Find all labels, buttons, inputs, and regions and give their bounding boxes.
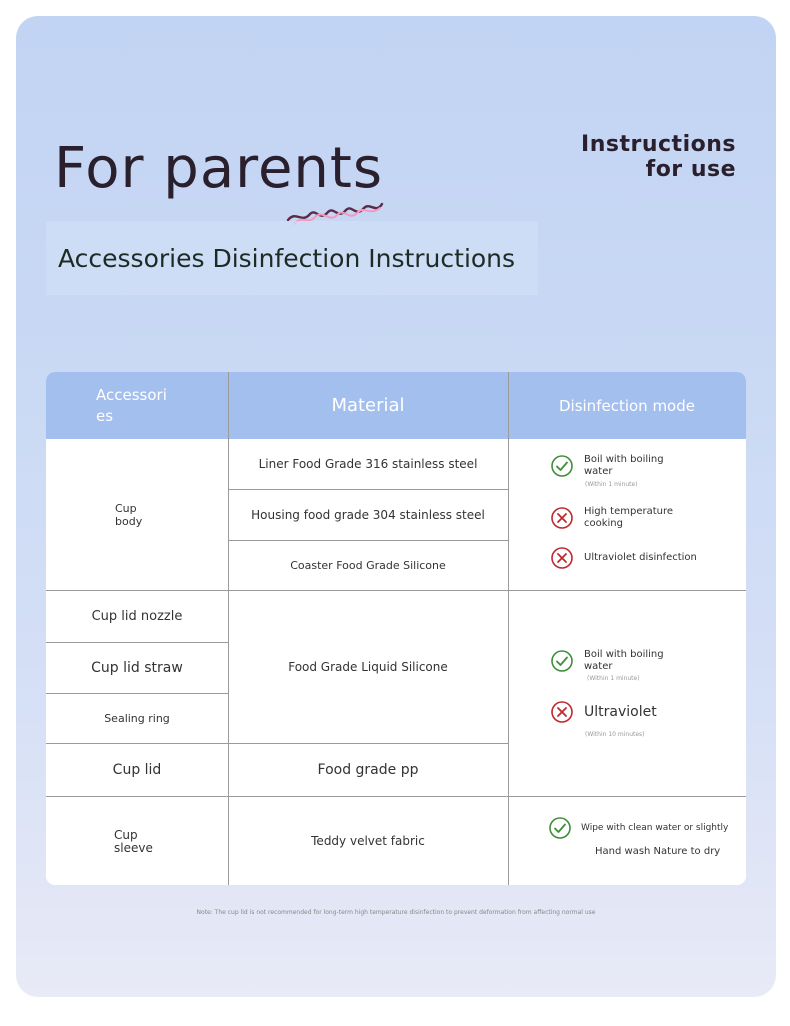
- page-title: For parents: [54, 136, 384, 201]
- cross-icon: [550, 700, 574, 724]
- mode-boil-silicone-line-2: water: [584, 661, 613, 672]
- accessory-cup-body-line-2: body: [115, 515, 143, 528]
- page-card: [16, 16, 776, 997]
- mode-wipe-line-2: Hand wash Nature to dry: [595, 846, 721, 857]
- mode-high-temp: [550, 506, 673, 530]
- accessory-sealing-ring: Sealing ring: [104, 711, 170, 725]
- header-accessories-line-1: Accessori: [96, 385, 167, 404]
- side-title-line-1: Instructions: [581, 132, 736, 157]
- mode-ultraviolet-silicone-note: (Within 10 minutes): [585, 731, 645, 738]
- mode-boil-line-2: water: [584, 466, 613, 477]
- mode-ultraviolet-cup-body: [550, 546, 697, 570]
- mode-ultraviolet-silicone-label: Ultraviolet: [584, 704, 657, 720]
- material-liner: Liner Food Grade 316 stainless steel: [258, 457, 478, 471]
- mode-boil-line-1: Boil with boiling: [584, 454, 664, 465]
- accessory-cup-lid-nozzle: Cup lid nozzle: [91, 608, 183, 624]
- material-food-grade-pp: Food grade pp: [317, 761, 419, 778]
- material-teddy-velvet: Teddy velvet fabric: [311, 833, 425, 848]
- mode-boil-note: (Within 1 minute): [585, 481, 638, 488]
- material-coaster: Coaster Food Grade Silicone: [290, 558, 446, 572]
- mode-high-temp-line-1: High temperature: [584, 506, 674, 517]
- check-icon: [548, 816, 572, 840]
- column-divider: [508, 372, 509, 885]
- disinfection-table: [46, 372, 746, 885]
- mode-ultraviolet-silicone: [550, 700, 657, 724]
- mode-high-temp-line-2: cooking: [584, 518, 623, 529]
- header-material: Material: [331, 395, 405, 416]
- cross-icon: [550, 546, 574, 570]
- header-disinfection: Disinfection mode: [558, 396, 695, 415]
- material-liquid-silicone: Food Grade Liquid Silicone: [288, 659, 448, 674]
- mode-ultraviolet-label: Ultraviolet disinfection: [584, 552, 697, 563]
- subtitle-banner: [46, 221, 538, 295]
- check-icon: [550, 649, 574, 673]
- accessory-cup-sleeve: [114, 829, 153, 855]
- mode-boil-cup-body: [550, 454, 664, 478]
- table-header: [46, 372, 746, 439]
- accessory-cup-body-line-1: Cup: [115, 502, 137, 515]
- mode-wipe-line-1: Wipe with clean water or slightly: [581, 823, 729, 833]
- accessory-cup-lid: Cup lid: [112, 761, 162, 778]
- accessory-cup-lid-straw: Cup lid straw: [91, 659, 183, 676]
- material-housing: Housing food grade 304 stainless steel: [251, 507, 485, 522]
- check-icon: [550, 454, 574, 478]
- footnote: Note: The cup lid is not recommended for long-term high temperature disinfection to prevent deformation from affecting normal use: [196, 909, 596, 916]
- accessory-cup-sleeve-line-1: Cup: [114, 828, 138, 842]
- accessory-cup-body: [115, 502, 142, 528]
- header-accessories-line-2: es: [96, 406, 114, 425]
- mode-boil-silicone-line-1: Boil with boiling: [584, 649, 664, 660]
- side-title: [516, 132, 736, 182]
- accessory-cup-sleeve-line-2: sleeve: [114, 841, 153, 855]
- mode-boil-silicone-note: (Within 1 minute): [587, 675, 640, 682]
- mode-boil-silicone: [550, 649, 664, 673]
- side-title-line-2: for use: [645, 157, 736, 182]
- header-accessories: [96, 372, 206, 439]
- subtitle: Accessories Disinfection Instructions: [58, 243, 516, 273]
- mode-wipe: [548, 816, 728, 840]
- cross-icon: [550, 506, 574, 530]
